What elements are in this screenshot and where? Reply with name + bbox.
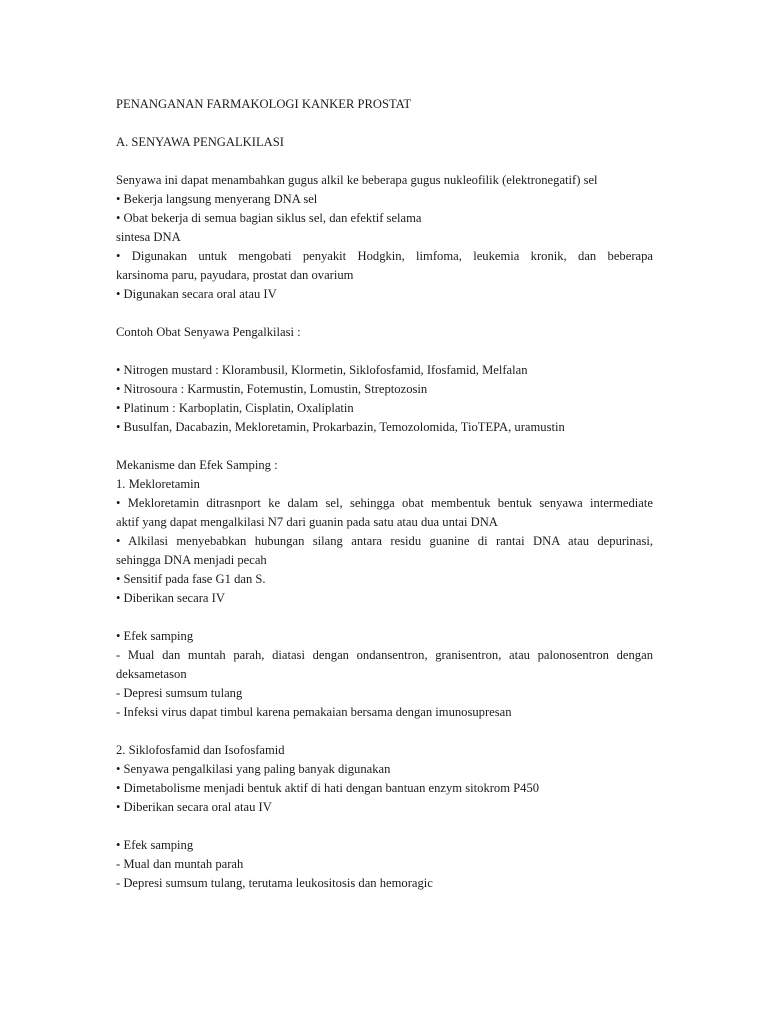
side-effect-continuation: deksametason	[116, 667, 187, 681]
bullet-point: • Senyawa pengalkilasi yang paling banyak digunakan	[116, 762, 391, 776]
bullet-point: • Diberikan secara oral atau IV	[116, 800, 272, 814]
document-body	[116, 95, 653, 893]
side-effect-item: - Depresi sumsum tulang	[116, 686, 243, 700]
drug-1-title: 1. Mekloretamin	[116, 477, 200, 491]
side-effect-item: - Mual dan muntah parah, diatasi dengan ondansentron, granisentron, atau palonosentron dengan	[116, 648, 653, 662]
bullet-point: • Mekloretamin ditrasnport ke dalam sel, sehingga obat membentuk bentuk senyawa intermediate	[116, 496, 653, 510]
bullet-point: • Obat bekerja di semua bagian siklus sel, dan efektif selama	[116, 211, 422, 225]
bullet-continuation: sehingga DNA menjadi pecah	[116, 553, 267, 567]
bullet-point: • Diberikan secara IV	[116, 591, 225, 605]
bullet-point: • Bekerja langsung menyerang DNA sel	[116, 192, 318, 206]
spacer	[116, 608, 653, 627]
spacer	[116, 304, 653, 323]
bullet-continuation: sintesa DNA	[116, 230, 181, 244]
example-item: • Nitrosoura : Karmustin, Fotemustin, Lomustin, Streptozosin	[116, 382, 428, 396]
example-item: • Nitrogen mustard : Klorambusil, Klormetin, Siklofosfamid, Ifosfamid, Melfalan	[116, 363, 528, 377]
bullet-point: • Sensitif pada fase G1 dan S.	[116, 572, 266, 586]
bullet-point: • Dimetabolisme menjadi bentuk aktif di hati dengan bantuan enzym sitokrom P450	[116, 781, 540, 795]
spacer	[116, 817, 653, 836]
spacer	[116, 342, 653, 361]
example-item: • Platinum : Karboplatin, Cisplatin, Oxaliplatin	[116, 401, 354, 415]
drug-2-title: 2. Siklofosfamid dan Isofosfamid	[116, 743, 285, 757]
examples-heading: Contoh Obat Senyawa Pengalkilasi :	[116, 325, 301, 339]
example-item: • Busulfan, Dacabazin, Mekloretamin, Prokarbazin, Temozolomida, TioTEPA, uramustin	[116, 420, 565, 434]
bullet-point: • Digunakan secara oral atau IV	[116, 287, 277, 301]
section-a-intro: Senyawa ini dapat menambahkan gugus alkil ke beberapa gugus nukleofilik (elektronegatif) sel	[116, 173, 598, 187]
spacer	[116, 114, 653, 133]
document-title: PENANGANAN FARMAKOLOGI KANKER PROSTAT	[116, 97, 412, 111]
section-a-heading: A. SENYAWA PENGALKILASI	[116, 135, 284, 149]
side-effect-item: - Depresi sumsum tulang, terutama leukositosis dan hemoragic	[116, 876, 433, 890]
side-effects-heading: • Efek samping	[116, 838, 194, 852]
bullet-continuation: karsinoma paru, payudara, prostat dan ovarium	[116, 268, 354, 282]
mechanism-heading: Mekanisme dan Efek Samping :	[116, 458, 278, 472]
bullet-point: • Digunakan untuk mengobati penyakit Hodgkin, limfoma, leukemia kronik, dan beberapa	[116, 249, 653, 263]
spacer	[116, 722, 653, 741]
side-effect-item: - Mual dan muntah parah	[116, 857, 244, 871]
side-effect-item: - Infeksi virus dapat timbul karena pemakaian bersama dengan imunosupresan	[116, 705, 512, 719]
spacer	[116, 152, 653, 171]
spacer	[116, 437, 653, 456]
side-effects-heading: • Efek samping	[116, 629, 194, 643]
bullet-continuation: aktif yang dapat mengalkilasi N7 dari guanin pada satu atau dua untai DNA	[116, 515, 498, 529]
bullet-point: • Alkilasi menyebabkan hubungan silang antara residu guanine di rantai DNA atau depurinasi,	[116, 534, 653, 548]
